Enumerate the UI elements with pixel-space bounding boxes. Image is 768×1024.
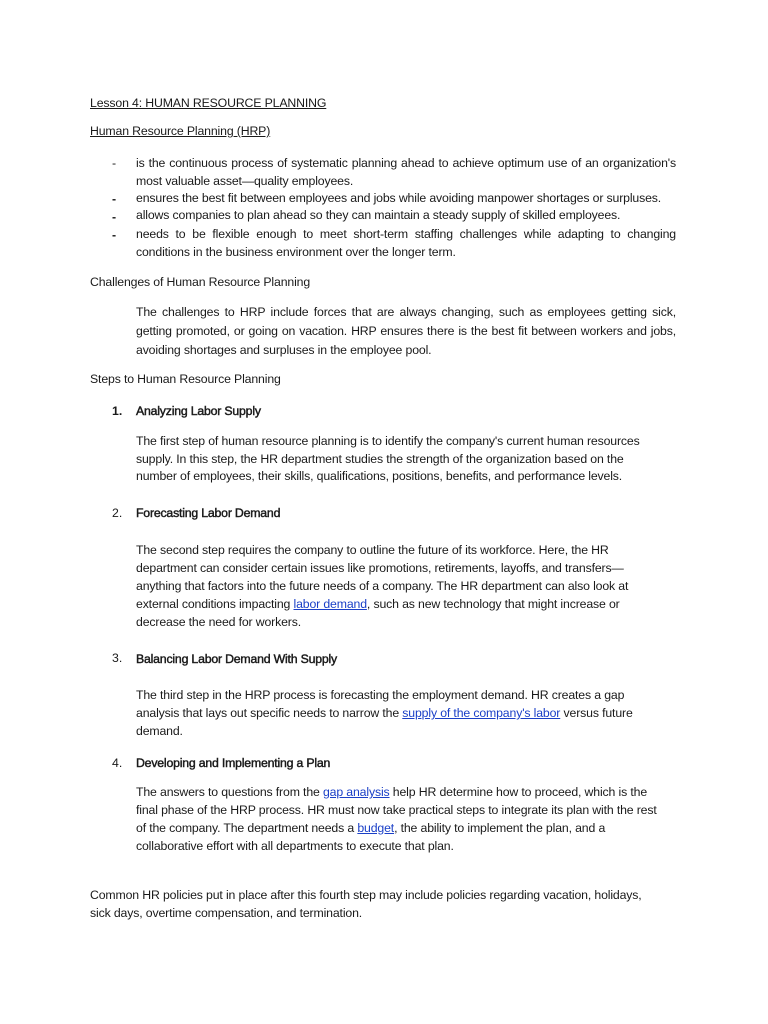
step-text-line: The second step requires the company to outline the future of its workforce. Here, the HR (136, 543, 609, 557)
text-segment: , such as new technology that might increase or (366, 597, 620, 611)
step-text-line: supply. In this step, the HR department studies the strength of the organization based on the (136, 452, 624, 466)
step-text-line: department can consider certain issues like promotions, retirements, layoffs, and transfers— (136, 561, 624, 575)
labor-demand-link[interactable]: labor demand (293, 597, 367, 611)
challenges-paragraph: The challenges to HRP include forces that are always changing, such as employees getting sick, getting promoted, or going on vacation. HRP ensures there is the best fit between workers and jobs, avoiding shortages and surpluses in the employee pool. (136, 305, 676, 357)
bullet-text: ensures the best fit between employees and jobs while avoiding manpower shortages or surpluses. (136, 191, 662, 205)
bullet-text: allows companies to plan ahead so they can maintain a steady supply of skilled employees. (136, 208, 621, 222)
step-title: Analyzing Labor Supply (136, 404, 261, 418)
step-text-line (136, 595, 620, 613)
step-text-line (136, 783, 647, 801)
challenges-heading: Challenges of Human Resource Planning (90, 275, 311, 289)
text-segment: help HR determine how to proceed, which is the (389, 785, 648, 799)
text-segment: , the ability to implement the plan, and a (394, 821, 606, 835)
gap-analysis-link[interactable]: gap analysis (322, 785, 390, 799)
step-text-line: The first step of human resource planning is to identify the company's current human resources (136, 434, 640, 448)
hrp-heading: Human Resource Planning (HRP) (90, 124, 271, 138)
step-text-line: The third step in the HRP process is forecasting the employment demand. HR creates a gap (136, 688, 625, 702)
bullet-dash: - (112, 228, 117, 242)
step-number: 2. (112, 506, 123, 520)
step-text-line: final phase of the HRP process. HR must now take practical steps to integrate its plan with the rest (136, 803, 657, 817)
step-title: Balancing Labor Demand With Supply (136, 652, 337, 666)
step-text-line: collaborative effort with all departments to execute that plan. (136, 839, 454, 853)
step-text-line: demand. (136, 724, 183, 738)
step-number: 4. (112, 756, 123, 770)
step-text-line: decrease the need for workers. (136, 615, 302, 629)
text-segment: versus future (560, 706, 633, 720)
steps-heading: Steps to Human Resource Planning (90, 372, 281, 386)
bullet-dash: - (112, 156, 117, 170)
text-segment: analysis that lays out specific needs to narrow the (136, 706, 403, 720)
step-text-line (136, 704, 633, 722)
closing-text-line: Common HR policies put in place after this fourth step may include policies regarding vacation, holidays, (90, 888, 642, 902)
step-text-line: anything that factors into the future needs of a company. The HR department can also look at (136, 579, 629, 593)
step-text-line (136, 819, 605, 837)
budget-link[interactable]: budget (357, 821, 395, 835)
bullet-text: needs to be flexible enough to meet short-term staffing challenges while adapting to changing conditions in the business environment over the longer term. (136, 227, 676, 259)
step-title: Developing and Implementing a Plan (136, 756, 331, 770)
bullet-dash: - (112, 192, 117, 206)
step-number: 3. (112, 651, 123, 665)
closing-text-line: sick days, overtime compensation, and termination. (90, 906, 363, 920)
company-labor-supply-link[interactable]: supply of the company's labor (402, 706, 561, 720)
lesson-title: Lesson 4: HUMAN RESOURCE PLANNING (90, 96, 327, 110)
step-text-line: number of employees, their skills, qualifications, positions, benefits, and performance levels. (136, 469, 623, 483)
text-segment: The answers to questions from the (136, 785, 323, 799)
text-segment: of the company. The department needs a (136, 821, 358, 835)
step-title: Forecasting Labor Demand (136, 506, 281, 520)
bullet-dash: - (112, 210, 117, 224)
step-number: 1. (112, 404, 123, 418)
bullet-text: is the continuous process of systematic planning ahead to achieve optimum use of an organization's most valuable asset—quality employees. (136, 156, 676, 188)
text-segment: external conditions impacting (136, 597, 294, 611)
